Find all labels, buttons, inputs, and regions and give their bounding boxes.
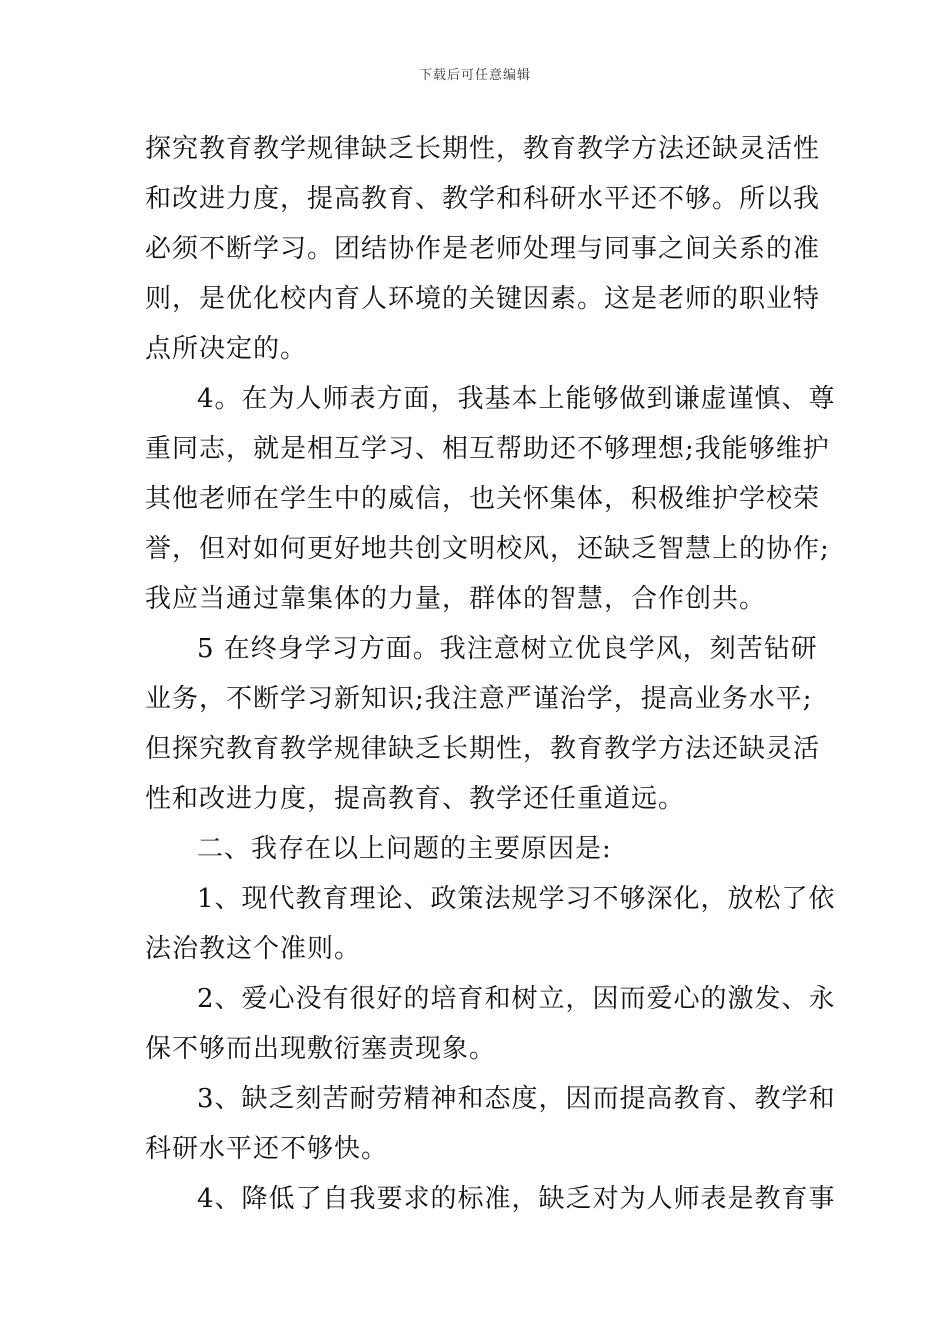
document-body [145, 124, 836, 1224]
text-line: 必须不断学习。团结协作是老师处理与同事之间关系的准 [145, 234, 821, 264]
text-line: 4。在为人师表方面，我基本上能够做到谦虚谨慎、尊 [197, 384, 836, 414]
text-line: 和改进力度，提高教育、教学和科研水平还不够。所以我 [145, 184, 821, 214]
text-line: 5 在终身学习方面。我注意树立优良学风，刻苦钻研 [197, 634, 818, 664]
text-line: 我应当通过靠集体的力量，群体的智慧，合作创共。 [145, 584, 767, 614]
text-line: 4、降低了自我要求的标准，缺乏对为人师表是教育事 [197, 1184, 836, 1214]
text-line: 但探究教育教学规律缺乏长期性，教育教学方法还缺灵活 [145, 734, 821, 764]
text-line: 重同志，就是相互学习、相互帮助还不够理想;我能够维护 [145, 434, 830, 464]
paragraph [145, 624, 821, 824]
text-line: 法治教这个准则。 [145, 934, 362, 964]
text-line: 1、现代教育理论、政策法规学习不够深化，放松了依 [197, 884, 836, 914]
paragraph [145, 874, 836, 974]
text-line: 誉，但对如何更好地共创文明校风，还缺乏智慧上的协作; [145, 534, 830, 564]
text-line: 二、我存在以上问题的主要原因是: [197, 834, 612, 864]
text-line: 科研水平还不够快。 [145, 1134, 389, 1164]
paragraph [145, 1074, 836, 1174]
text-line: 2、爱心没有很好的培育和树立，因而爱心的激发、永 [197, 984, 836, 1014]
page-header: 下载后可任意编辑 [418, 68, 531, 83]
text-line: 保不够而出现敷衍塞责现象。 [145, 1034, 497, 1064]
text-line: 探究教育教学规律缺乏长期性，教育教学方法还缺灵活性 [145, 134, 821, 164]
text-line: 其他老师在学生中的威信，也关怀集体，积极维护学校荣 [145, 484, 821, 514]
paragraph [145, 124, 821, 374]
text-line: 性和改进力度，提高教育、教学还任重道远。 [145, 784, 686, 814]
paragraph [145, 824, 810, 874]
text-line: 3、缺乏刻苦耐劳精神和态度，因而提高教育、教学和 [197, 1084, 836, 1114]
paragraph [145, 1174, 836, 1224]
text-line: 业务，不断学习新知识;我注意严谨治学，提高业务水平; [145, 684, 813, 714]
paragraph [145, 974, 836, 1074]
text-line: 则，是优化校内育人环境的关键因素。这是老师的职业特 [145, 284, 821, 314]
paragraph [145, 374, 836, 624]
text-line: 点所决定的。 [145, 334, 308, 364]
